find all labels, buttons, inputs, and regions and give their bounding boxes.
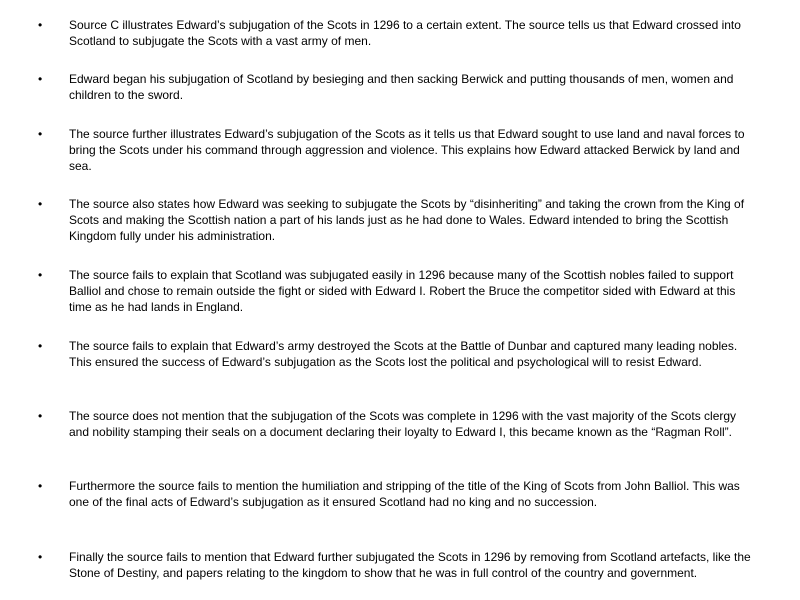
- paragraph-text: Source C illustrates Edward’s subjugation of the Scots in 1296 to a certain extent. The source tells us that Edward crossed into Scotland to subjugate the Scots with a vast army of men.: [69, 18, 741, 48]
- bullet-point: •: [38, 550, 43, 564]
- paragraph-text: The source does not mention that the subjugation of the Scots was complete in 1296 with the vast majority of the Scots clergy and nobility stamping their seals on a document declaring their loyalty to Edward I, this became known as the “Ragman Roll”.: [69, 409, 737, 439]
- paragraph-text: The source fails to explain that Scotland was subjugated easily in 1296 because many of the Scottish nobles failed to support Balliol and chose to remain outside the fight or sided with Edward I. Robert the Bruce the competitor sided with Edward at this time as he had lands in England.: [69, 268, 736, 314]
- bullet-point: •: [38, 127, 43, 141]
- paragraph-text: Edward began his subjugation of Scotland by besieging and then sacking Berwick and putting thousands of men, women and children to the sword.: [69, 72, 734, 102]
- paragraph-text: The source also states how Edward was seeking to subjugate the Scots by “disinheriting” and taking the crown from the King of Scots and making the Scottish nation a part of his lands just as he had done to Wales. Edward intended to bring the Scottish Kingdom fully under his administration.: [69, 197, 745, 243]
- paragraph-text: The source further illustrates Edward’s subjugation of the Scots as it tells us that Edward sought to use land and naval forces to bring the Scots under his command through aggression and violence. This explains how Edward attacked Berwick by land and sea.: [69, 127, 745, 173]
- bullet-point: •: [38, 18, 43, 32]
- paragraph-text: The source fails to explain that Edward’s army destroyed the Scots at the Battle of Dunbar and captured many leading nobles. This ensured the success of Edward’s subjugation as the Scots lost the political and psychological will to resist Edward.: [69, 339, 738, 369]
- bullet-point: •: [38, 72, 43, 86]
- bullet-point: •: [38, 197, 43, 211]
- paragraph-text: Furthermore the source fails to mention the humiliation and stripping of the title of the King of Scots from John Balliol. This was one of the final acts of Edward’s subjugation as it ensured Scotland had no king and no succession.: [69, 479, 740, 509]
- paragraph-text: Finally the source fails to mention that Edward further subjugated the Scots in 1296 by removing from Scotland artefacts, like the Stone of Destiny, and papers relating to the kingdom to show that he was in full control of the country and government.: [69, 550, 751, 580]
- bullet-point: •: [38, 268, 43, 282]
- bullet-point: •: [38, 479, 43, 493]
- bullet-point: •: [38, 409, 43, 423]
- bullet-point: •: [38, 339, 43, 353]
